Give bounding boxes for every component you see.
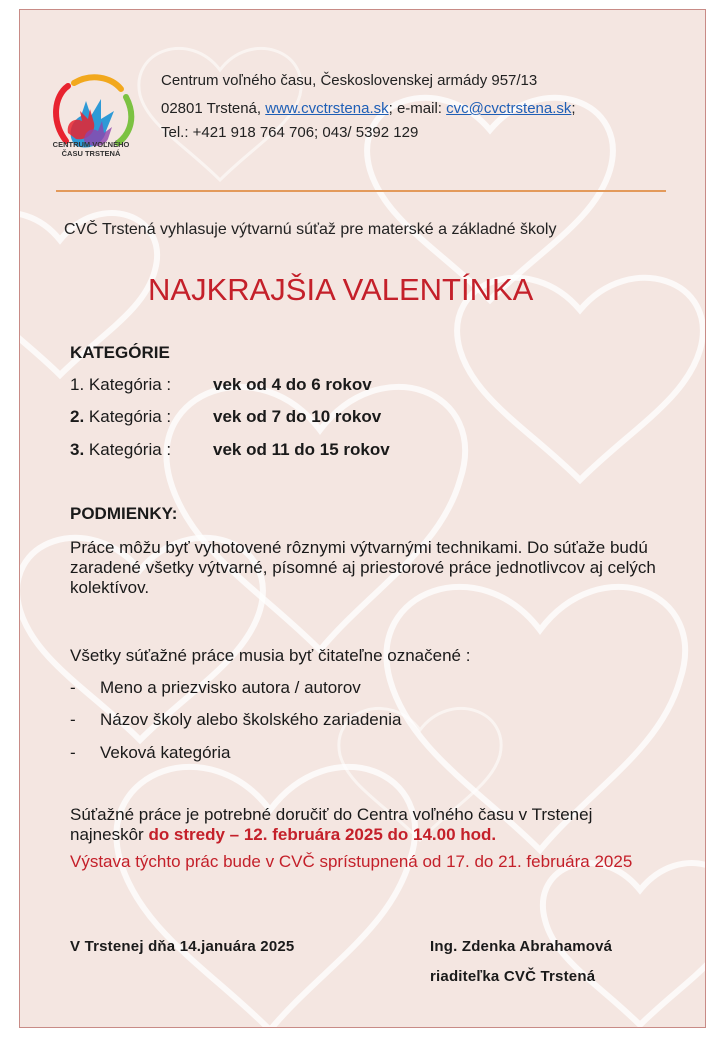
header-divider [56,190,666,192]
signer-role: riaditeľka CVČ Trstená [430,968,596,985]
categories-heading: KATEGÓRIE [70,343,170,362]
labeling-intro: Všetky súťažné práce musia byť čitateľne označené : [70,646,471,665]
header-contact-line: 02801 Trstená, www.cvctrstena.sk; e-mail: cvc@cvctrstena.sk; [161,100,576,117]
bullet-item: - Veková kategória [70,743,231,762]
intro-text: CVČ Trstená vyhlasuje výtvarnú súťaž pre materské a základné školy [64,221,557,238]
category-2-label: 2. Kategória : [70,407,172,426]
website-link[interactable]: www.cvctrstena.sk [265,100,389,117]
delivery-text: Súťažné práce je potrebné doručiť do Centra voľného času v Trstenej najneskôr do stredy – 12. februára 2025 do 14.00 hod. [70,805,593,844]
category-1-label: 1. Kategória : [70,375,172,394]
category-3-label: 3. Kategória : [70,440,172,459]
email-link[interactable]: cvc@cvctrstena.sk [446,100,572,117]
bullet-item: - Meno a priezvisko autora / autorov [70,678,361,697]
cvc-logo [46,54,136,178]
page-title: NAJKRAJŠIA VALENTÍNKA [148,272,534,307]
category-2-value: vek od 7 do 10 rokov [213,407,382,426]
bullet-item: - Názov školy alebo školského zariadenia [70,710,402,729]
logo-caption: CENTRUM VOĽNÉHO ČASU TRSTENÁ [52,140,130,158]
conditions-heading: PODMIENKY: [70,504,178,523]
exhibition-text: Výstava týchto prác bude v CVČ sprístupnená od 17. do 21. februára 2025 [70,852,633,871]
header-phone: Tel.: +421 918 764 706; 043/ 5392 129 [161,124,419,141]
category-3-value: vek od 11 do 15 rokov [213,440,390,459]
place-date: V Trstenej dňa 14.januára 2025 [70,938,295,955]
signer-name: Ing. Zdenka Abrahamová [430,938,613,955]
header-address: Centrum voľného času, Československej armády 957/13 [161,72,538,89]
category-1-value: vek od 4 do 6 rokov [213,375,372,394]
deadline-text: do stredy – 12. februára 2025 do 14.00 hod. [148,825,497,844]
conditions-text: Práce môžu byť vyhotovené rôznymi výtvarnými technikami. Do súťaže budú zaradené všetky výtvarné, písomné aj priestorové práce jednotlivcov aj celých kolektívov. [70,538,656,597]
flyer-page [19,9,706,1028]
